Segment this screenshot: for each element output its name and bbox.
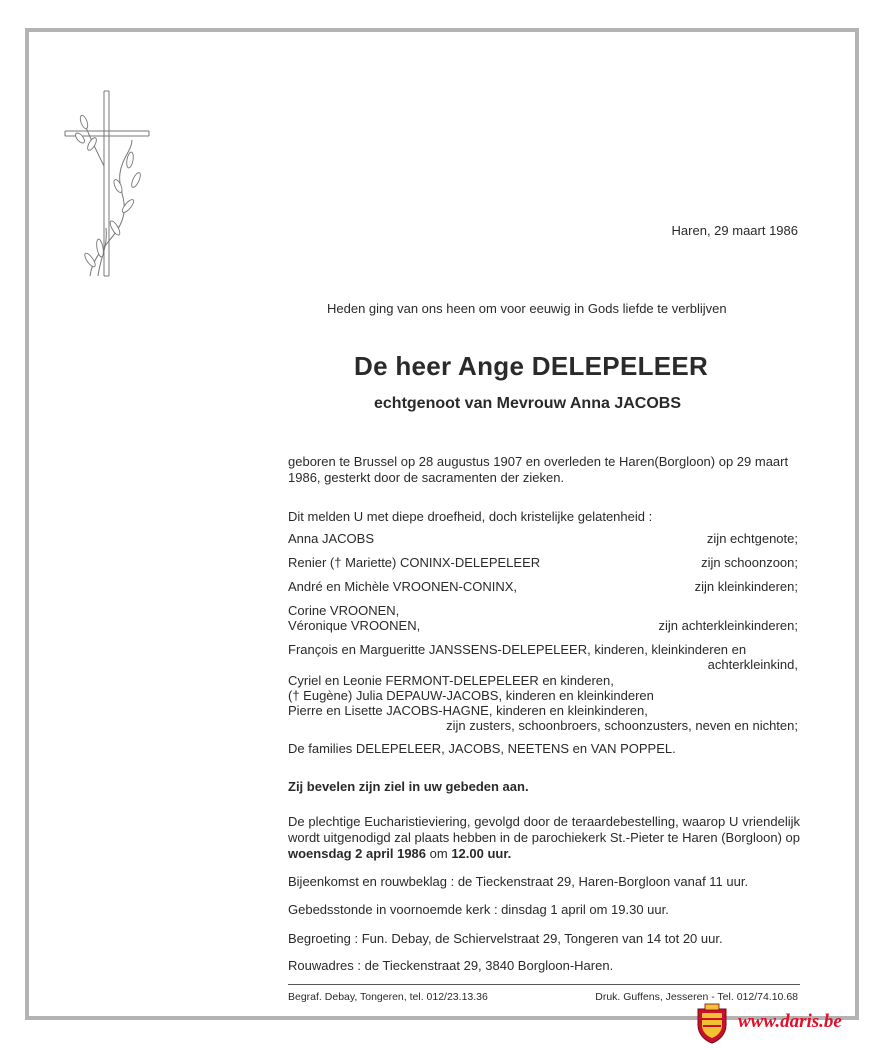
family-row-2-left: Renier († Mariette) CONINX-DELEPELEER — [288, 555, 541, 570]
ceremony-text-middle: om — [426, 846, 452, 861]
family-row-6-left: François en Margueritte JANSSENS-DELEPELEER, kinderen, kleinkinderen en — [288, 642, 747, 657]
footer-undertaker: Begraf. Debay, Tongeren, tel. 012/23.13.36 — [288, 991, 488, 1003]
footer-printer: Druk. Guffens, Jesseren - Tel. 012/74.10.68 — [595, 991, 798, 1003]
family-row-3-right: zijn kleinkinderen; — [694, 579, 798, 594]
family-row-3-left: André en Michèle VROONEN-CONINX, — [288, 579, 518, 594]
announcement-line: Dit melden U met diepe droefheid, doch kristelijke gelatenheid : — [288, 509, 653, 524]
viewing-line: Begroeting : Fun. Debay, de Schiervelstraat 29, Tongeren van 14 tot 20 uur. — [288, 931, 723, 946]
birth-death-text: geboren te Brussel op 28 augustus 1907 en overleden te Haren(Borgloon) op 29 maart 1986, gesterkt door de sacramenten der zieken. — [288, 454, 789, 485]
coat-of-arms-icon — [692, 1001, 732, 1045]
ceremony-text — [288, 814, 800, 862]
family-row-5-left: Véronique VROONEN, — [288, 618, 421, 633]
family-row-9-right: zijn zusters, schoonbroers, schoonzusters, neven en nichten; — [446, 718, 798, 733]
ceremony-time: 12.00 uur. — [451, 846, 512, 861]
spouse-line: echtgenoot van Mevrouw Anna JACOBS — [374, 395, 681, 412]
family-row-4-left: Corine VROONEN, — [288, 603, 400, 618]
family-row-8-left: († Eugène) Julia DEPAUW-JACOBS, kinderen en kleinkinderen — [288, 688, 654, 703]
family-row-9-left: Pierre en Lisette JACOBS-HAGNE, kinderen en kleinkinderen, — [288, 703, 648, 718]
deceased-name: De heer Ange DELEPELEER — [354, 351, 709, 381]
cross-with-vine-icon — [60, 88, 155, 280]
intro-line: Heden ging van ons heen om voor eeuwig in Gods liefde te verblijven — [327, 301, 727, 316]
prayer-line: Gebedsstonde in voornoemde kerk : dinsdag 1 april om 19.30 uur. — [288, 902, 669, 917]
family-row-7-left: Cyriel en Leonie FERMONT-DELEPELEER en kinderen, — [288, 673, 614, 688]
commendation: Zij bevelen zijn ziel in uw gebeden aan. — [288, 779, 529, 794]
place-date: Haren, 29 maart 1986 — [671, 223, 798, 238]
ceremony-text-before: De plechtige Eucharistieviering, gevolgd door de teraardebestelling, waarop U vriendelijk wordt uitgenodigd zal plaats hebben in de parochiekerk St.-Pieter te Haren (Borgloon) op — [288, 814, 800, 845]
mourning-address: Rouwadres : de Tieckenstraat 29, 3840 Borgloon-Haren. — [288, 958, 614, 973]
ceremony-date: woensdag 2 april 1986 — [288, 846, 427, 861]
family-row-5-right: zijn achterkleinkinderen; — [658, 618, 798, 633]
family-row-10-left: De families DELEPELEER, JACOBS, NEETENS en VAN POPPEL. — [288, 741, 676, 756]
family-row-1-right: zijn echtgenote; — [706, 531, 798, 546]
watermark-text[interactable]: www.daris.be — [738, 1011, 842, 1032]
family-row-1-left: Anna JACOBS — [288, 531, 374, 546]
footer-divider — [288, 984, 800, 985]
gathering-line: Bijeenkomst en rouwbeklag : de Tieckenstraat 29, Haren-Borgloon vanaf 11 uur. — [288, 874, 749, 889]
family-row-6-right: achterkleinkind, — [707, 657, 798, 672]
family-row-2-right: zijn schoonzoon; — [701, 555, 798, 570]
